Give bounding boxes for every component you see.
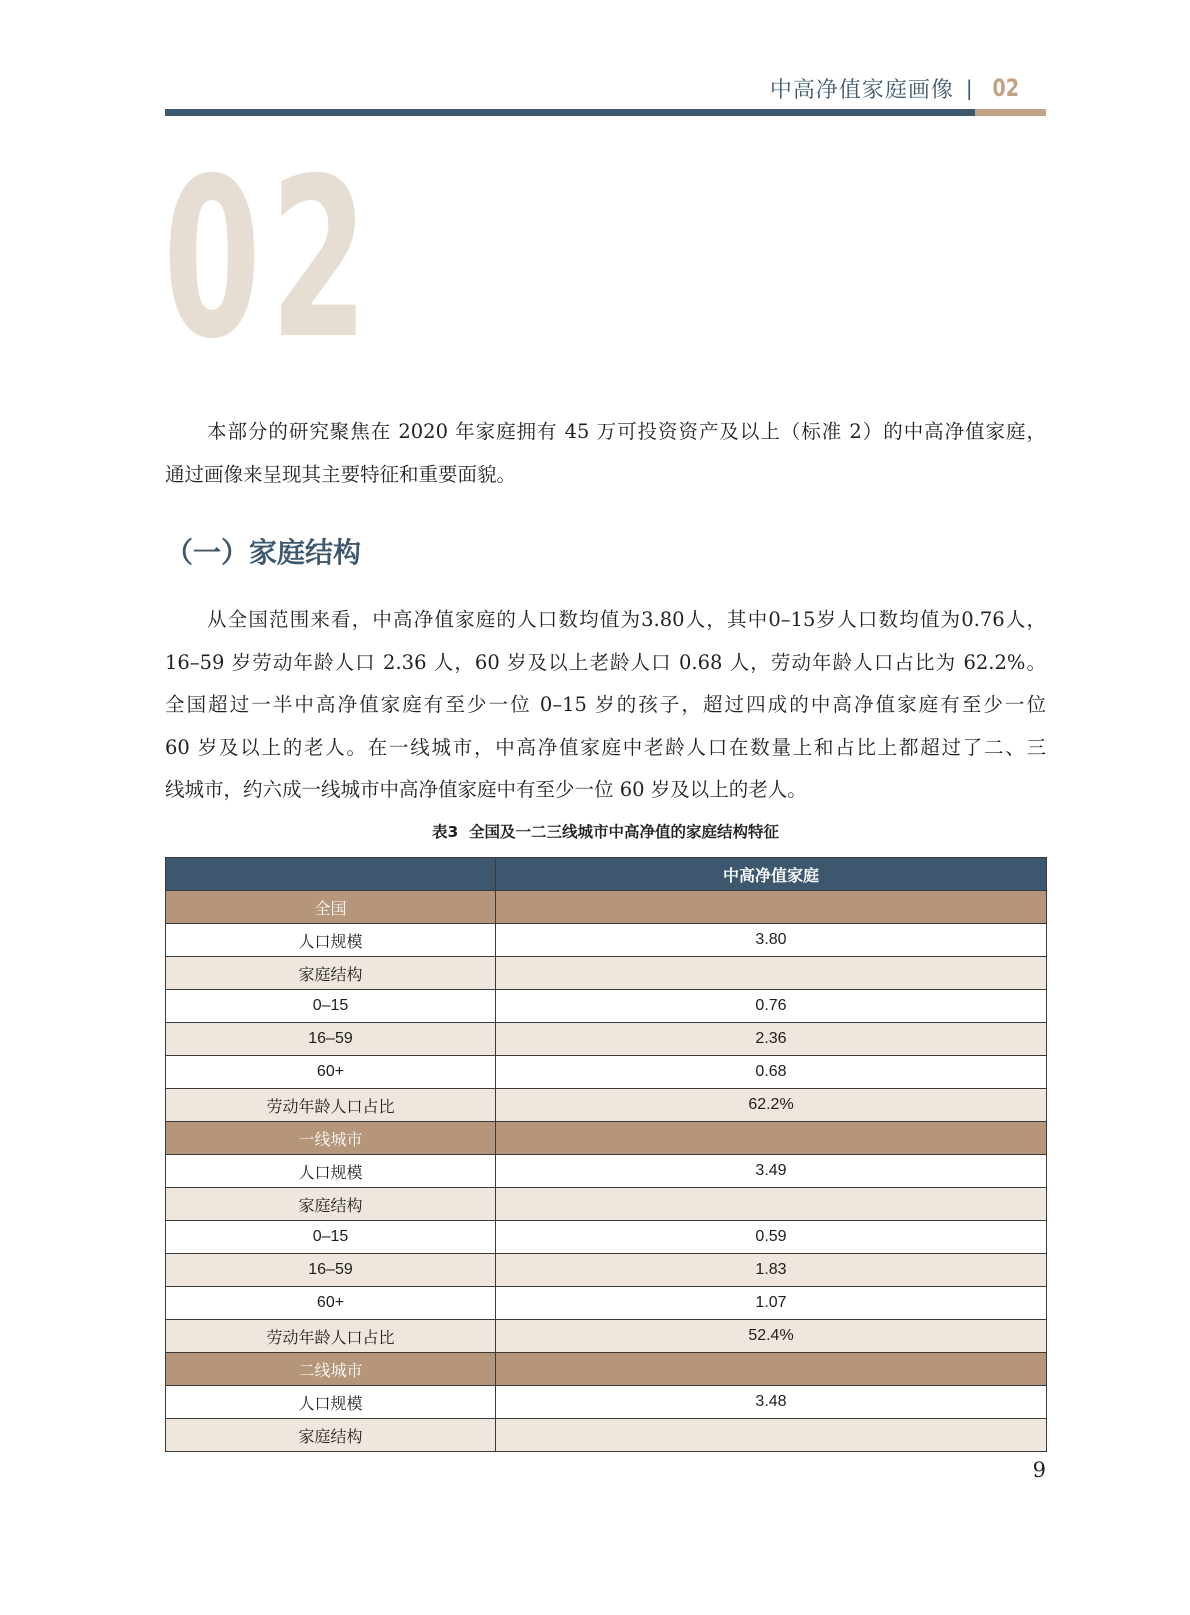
row-value: 62.2% — [496, 1089, 1047, 1122]
group-value-cell — [496, 1353, 1047, 1386]
body-line: 从全国范围来看，中高净值家庭的人口数均值为3.80人，其中0–15岁人口数均值为0.76人， — [207, 608, 1046, 631]
table-row — [166, 1320, 1047, 1353]
header-chapter-number: 02 — [991, 74, 1019, 102]
group-name: 全国 — [166, 891, 496, 924]
table-row — [166, 1287, 1047, 1320]
family-structure-table — [165, 857, 1047, 1452]
row-label: 0–15 — [166, 990, 496, 1023]
header-title: 中高净值家庭画像 — [769, 77, 954, 103]
chapter-banner-number: 02 — [163, 131, 377, 387]
body-line: 全国超过一半中高净值家庭有至少一位 0–15 岁的孩子，超过四成的中高净值家庭有至少一位 — [165, 693, 1046, 716]
table-row — [166, 1254, 1047, 1287]
header-rule-accent — [975, 109, 1046, 116]
row-value: 2.36 — [496, 1023, 1047, 1056]
group-name: 二线城市 — [166, 1353, 496, 1386]
intro-paragraph — [165, 411, 1046, 496]
header-rule — [165, 109, 1046, 116]
table-row — [166, 957, 1047, 990]
row-value: 1.07 — [496, 1287, 1047, 1320]
table-group-row — [166, 1353, 1047, 1386]
row-value: 0.68 — [496, 1056, 1047, 1089]
row-value: 3.48 — [496, 1386, 1047, 1419]
row-label: 劳动年龄人口占比 — [166, 1089, 496, 1122]
row-value: 0.76 — [496, 990, 1047, 1023]
page-number: 9 — [1032, 1458, 1046, 1482]
row-value — [496, 1188, 1047, 1221]
running-header — [770, 72, 1022, 104]
body-line: 16–59 岁劳动年龄人口 2.36 人，60 岁及以上老龄人口 0.68 人，劳动年龄人口占比为 62.2%。 — [165, 650, 1046, 674]
row-label: 60+ — [166, 1287, 496, 1320]
row-label: 家庭结构 — [166, 1188, 496, 1221]
group-value-cell — [496, 891, 1047, 924]
row-label: 0–15 — [166, 1221, 496, 1254]
row-label: 16–59 — [166, 1254, 496, 1287]
table-row — [166, 924, 1047, 957]
row-label: 16–59 — [166, 1023, 496, 1056]
table-row — [166, 1155, 1047, 1188]
row-value: 3.49 — [496, 1155, 1047, 1188]
header-separator: | — [965, 76, 973, 100]
table-header-row — [166, 858, 1047, 891]
row-value: 52.4% — [496, 1320, 1047, 1353]
row-label: 家庭结构 — [166, 1419, 496, 1452]
table-row — [166, 990, 1047, 1023]
intro-line: 通过画像来呈现其主要特征和重要面貌。 — [165, 462, 517, 486]
header-rule-main — [165, 109, 975, 116]
section-heading: （一）家庭结构 — [165, 536, 362, 569]
body-line: 60 岁及以上的老人。在一线城市，中高净值家庭中老龄人口在数量上和占比上都超过了二、三 — [165, 735, 1046, 759]
table-body — [166, 891, 1047, 1452]
row-value: 1.83 — [496, 1254, 1047, 1287]
row-label: 人口规模 — [166, 1386, 496, 1419]
body-line: 线城市，约六成一线城市中高净值家庭中有至少一位 60 岁及以上的老人。 — [165, 778, 807, 801]
table-group-row — [166, 1122, 1047, 1155]
table-row — [166, 1221, 1047, 1254]
table-row — [166, 1386, 1047, 1419]
table-row — [166, 1419, 1047, 1452]
table-row — [166, 1188, 1047, 1221]
table-header-blank-cell — [166, 858, 496, 891]
row-label: 60+ — [166, 1056, 496, 1089]
row-label: 家庭结构 — [166, 957, 496, 990]
row-value: 3.80 — [496, 924, 1047, 957]
body-paragraph — [165, 599, 1046, 812]
table-column-header: 中高净值家庭 — [496, 858, 1047, 891]
row-label: 人口规模 — [166, 924, 496, 957]
row-value — [496, 1419, 1047, 1452]
row-label: 劳动年龄人口占比 — [166, 1320, 496, 1353]
row-value: 0.59 — [496, 1221, 1047, 1254]
group-name: 一线城市 — [166, 1122, 496, 1155]
table-group-row — [166, 891, 1047, 924]
group-value-cell — [496, 1122, 1047, 1155]
table-row — [166, 1089, 1047, 1122]
row-label: 人口规模 — [166, 1155, 496, 1188]
intro-line: 本部分的研究聚焦在 2020 年家庭拥有 45 万可投资资产及以上（标准 2）的中高净值家庭， — [207, 420, 1046, 443]
table-row — [166, 1023, 1047, 1056]
row-value — [496, 957, 1047, 990]
table-caption: 表3 全国及一二三线城市中高净值的家庭结构特征 — [431, 823, 780, 841]
table-row — [166, 1056, 1047, 1089]
